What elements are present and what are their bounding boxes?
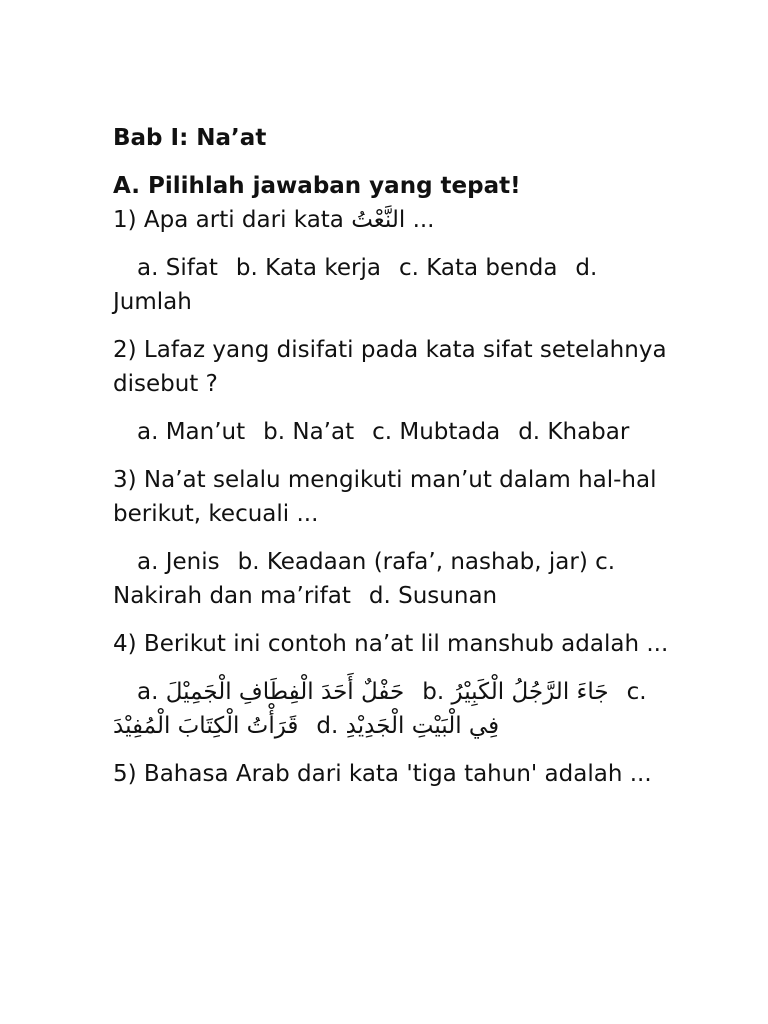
option-c: c. Mubtada [372,419,501,445]
question-text: Berikut ini contoh na’at lil manshub adalah ... [143,631,669,657]
question-3 [113,463,673,531]
option-d: d. Jumlah [113,255,598,315]
question-number: 2) [113,337,137,363]
worksheet-page [113,121,673,805]
section-title: A. Pilihlah jawaban yang tepat! [113,173,521,199]
option-a: a. Sifat [137,255,218,281]
option-a-arabic: حَفْلٌ أَحَدَ الْفِطَافِ الْجَمِيْلَ [165,679,405,705]
arabic-term: النَّعْتُ [351,207,406,233]
chapter-title: Bab I: Na’at [113,125,267,151]
option-d: d. Susunan [368,583,498,609]
question-number: 4) [113,631,137,657]
question-5 [113,757,673,791]
option-c: c. Kata benda [398,255,558,281]
question-ellipsis: ... [412,207,435,233]
option-d-arabic: فِي الْبَيْتِ الْجَدِيْدِ [345,713,500,739]
option-c-arabic: قَرَأْتُ الْكِتَابَ الْمُفِيْدَ [113,713,299,739]
option-d-letter: d. [316,713,339,739]
options-2 [113,415,673,449]
option-b: b. Keadaan (rafa’, nashab, jar) [237,549,588,575]
option-a-letter: a. [137,679,159,705]
question-1 [113,203,673,237]
question-number: 3) [113,467,137,493]
question-text: Lafaz yang disifati pada kata sifat setelahnya disebut ? [113,337,667,397]
options-3 [113,545,673,613]
option-a: a. Man’ut [137,419,246,445]
question-text: Bahasa Arab dari kata 'tiga tahun' adalah ... [143,761,652,787]
option-c-letter: c. [626,679,647,705]
question-number: 1) [113,207,137,233]
option-b: b. Kata kerja [235,255,381,281]
question-4 [113,627,673,661]
question-2 [113,333,673,401]
question-number: 5) [113,761,137,787]
option-a: a. Jenis [137,549,220,575]
options-1 [113,251,673,319]
option-b-letter: b. [422,679,445,705]
question-text: Na’at selalu mengikuti man’ut dalam hal-hal berikut, kecuali ... [113,467,657,527]
question-text: Apa arti dari kata [143,207,344,233]
option-c: c. Nakirah dan ma’rifat [113,549,616,609]
option-b-arabic: جَاءَ الرَّجُلُ الْكَبِيْرُ [451,679,609,705]
option-b: b. Na’at [263,419,355,445]
options-4 [113,675,673,743]
option-d: d. Khabar [518,419,630,445]
